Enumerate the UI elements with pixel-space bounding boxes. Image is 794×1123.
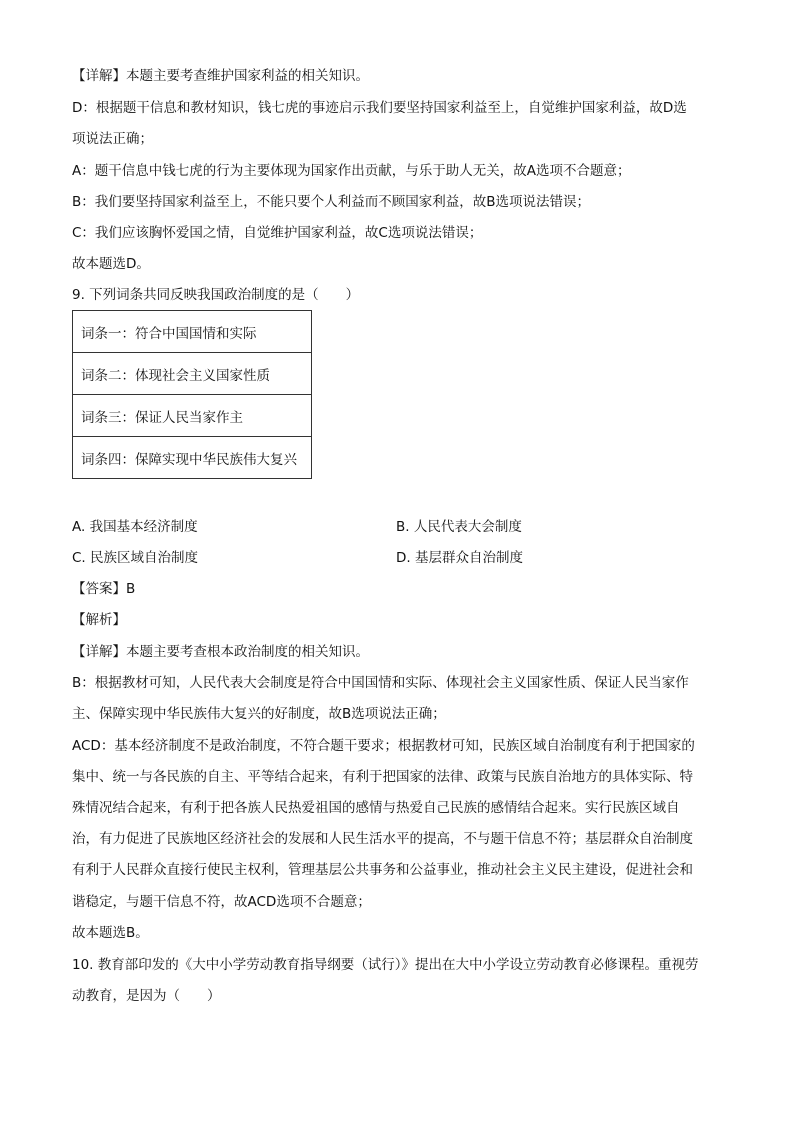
text-line: 集中、统一与各民族的自主、平等结合起来，有利于把国家的法律、政策与民族自治地方的具体实际、特 [72, 769, 693, 785]
text-line: 治，有力促进了民族地区经济社会的发展和人民生活水平的提高，不与题干信息不符；基层群众自治制度 [72, 831, 693, 847]
text-line: D：根据题干信息和教材知识，钱七虎的事迹启示我们要坚持国家利益至上，自觉维护国家利益，故D选 [72, 100, 687, 116]
text-line: A：题干信息中钱七虎的行为主要体现为国家作出贡献，与乐于助人无关，故A选项不合题意； [72, 163, 631, 179]
text-line: 谐稳定，与题干信息不符，故ACD选项不合题意； [72, 894, 371, 910]
table-cell: 词条二：体现社会主义国家性质 [73, 353, 312, 395]
option-d: D. 基层群众自治制度 [396, 550, 523, 566]
answer-label: 【答案】B [72, 581, 136, 597]
analysis-label: 【解析】 [72, 612, 126, 628]
text-line: 项说法正确； [72, 131, 153, 147]
entry-table [72, 310, 312, 479]
text-line: ACD：基本经济制度不是政治制度，不符合题干要求；根据教材可知，民族区域自治制度有利于把国家的 [72, 738, 695, 754]
table-cell: 词条三：保证人民当家作主 [73, 395, 312, 437]
table-cell: 词条一：符合中国国情和实际 [73, 311, 312, 353]
question-stem: 10. 教育部印发的《大中小学劳动教育指导纲要（试行）》提出在大中小学设立劳动教育必修课程。重视劳 [72, 957, 699, 973]
text-line: 殊情况结合起来，有利于把各族人民热爱祖国的感情与热爱自己民族的感情结合起来。实行民族区域自 [72, 800, 680, 816]
option-a: A. 我国基本经济制度 [72, 519, 198, 535]
question-stem: 9. 下列词条共同反映我国政治制度的是（ ） [72, 287, 360, 303]
text-line: 【详解】本题主要考查根本政治制度的相关知识。 [72, 644, 369, 660]
text-line: B：我们要坚持国家利益至上，不能只要个人利益而不顾国家利益，故B选项说法错误； [72, 194, 591, 210]
option-c: C. 民族区域自治制度 [72, 550, 199, 566]
question-stem: 动教育，是因为（ ） [72, 988, 221, 1004]
text-line: B：根据教材可知，人民代表大会制度是符合中国国情和实际、体现社会主义国家性质、保证人民当家作 [72, 675, 689, 691]
text-line: 有利于人民群众直接行使民主权利，管理基层公共事务和公益事业，推动社会主义民主建设，促进社会和 [72, 862, 693, 878]
text-line: C：我们应该胸怀爱国之情，自觉维护国家利益，故C选项说法错误； [72, 225, 483, 241]
text-line: 主、保障实现中华民族伟大复兴的好制度，故B选项说法正确； [72, 706, 446, 722]
text-line: 故本题选D。 [72, 256, 150, 272]
text-line: 【详解】本题主要考查维护国家利益的相关知识。 [72, 68, 369, 84]
option-b: B. 人民代表大会制度 [396, 519, 522, 535]
table-cell: 词条四：保障实现中华民族伟大复兴 [73, 437, 312, 479]
text-line: 故本题选B。 [72, 925, 149, 941]
